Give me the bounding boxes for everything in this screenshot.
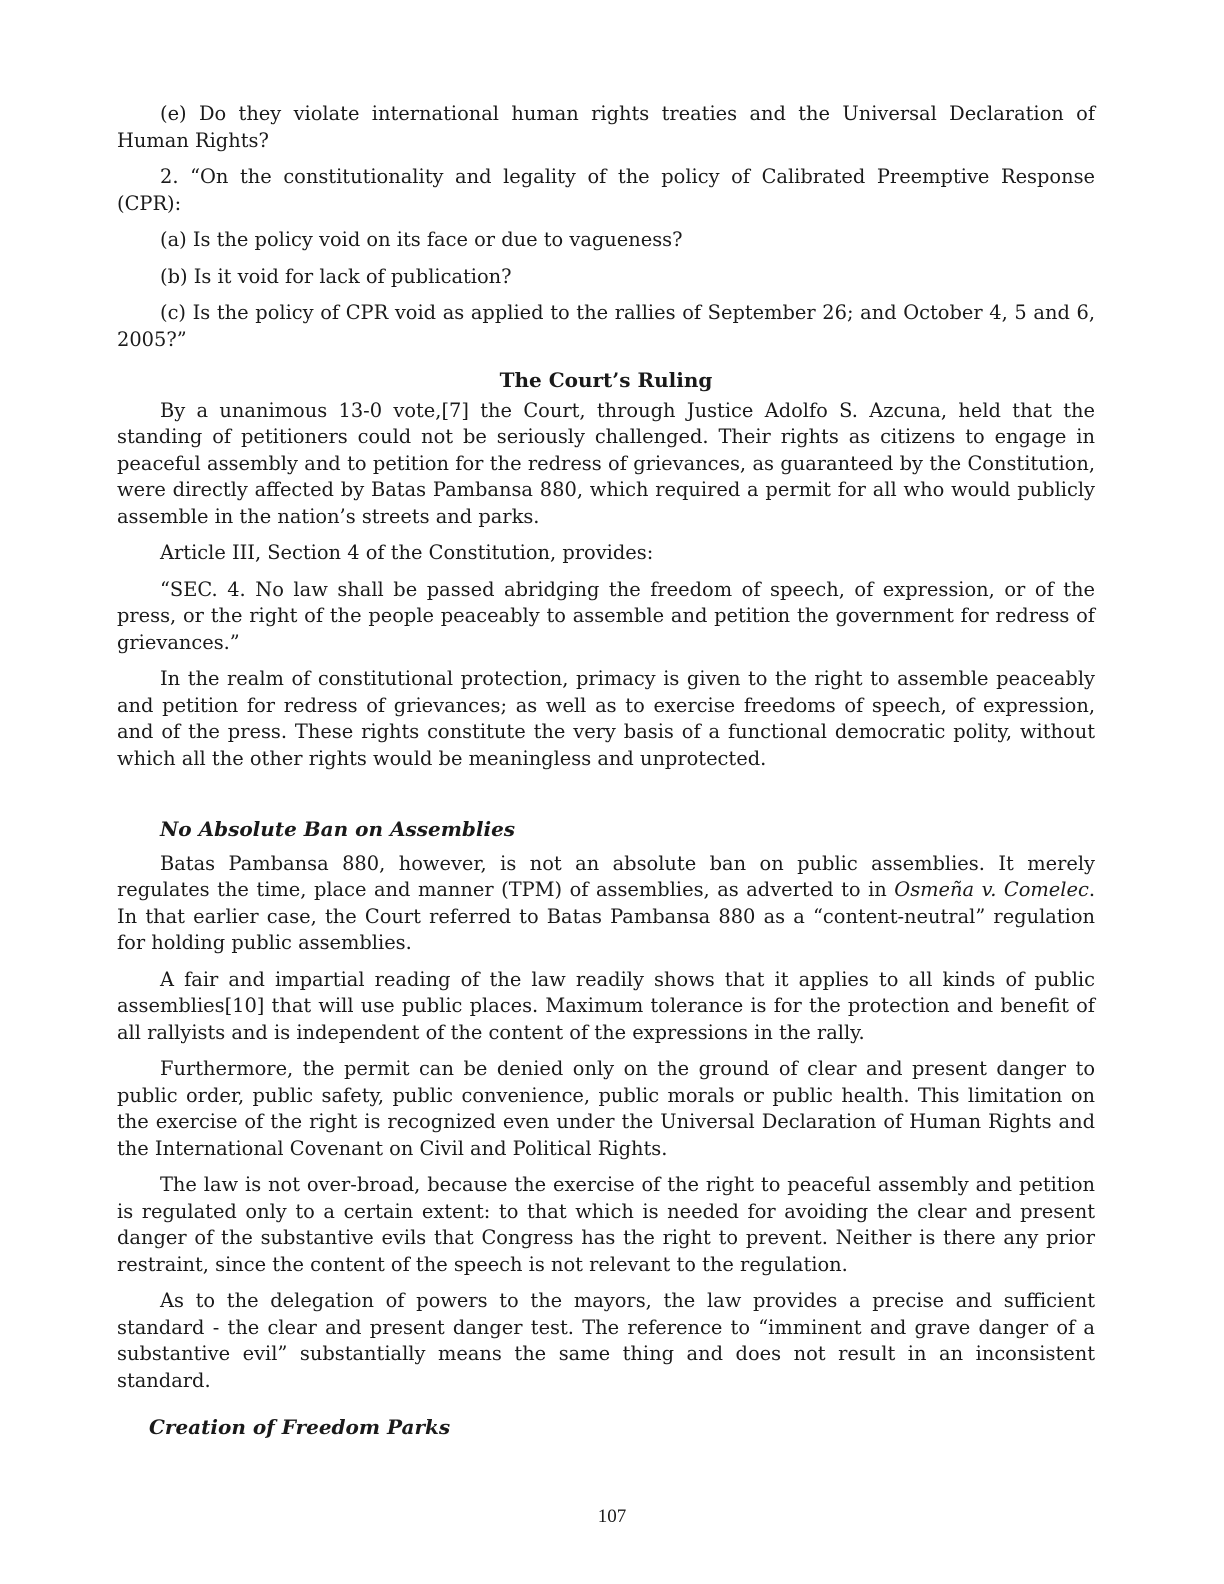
- ban-paragraph: [117, 851, 1095, 957]
- page-number: 107: [597, 1506, 627, 1527]
- question-2b: (b) Is it void for lack of publication?: [160, 264, 512, 288]
- constitution-quote: “SEC. 4. No law shall be passed abridging the freedom of speech, of expression, or of the press, or the right of the people peaceably to assemble and petition the government for redress of grievances.”: [117, 577, 1095, 654]
- case-citation: Osmeña v. Comelec: [894, 878, 1089, 901]
- ban-paragraph-text: Batas Pambansa 880, however, is not an absolute ban on public assemblies. It merely regulates the time, place and manner (TPM) of assemblies, as adverted to in: [117, 851, 1095, 901]
- ruling-paragraph: By a unanimous 13-0 vote,[7] the Court, through Justice Adolfo S. Azcuna, held that the standing of petitioners could not be seriously challenged. Their rights as citizens to engage in peaceful assembly and to petition for the redress of grievances, as guaranteed by the Constitution, were directly affected by Batas Pambansa 880, which required a permit for all who would publicly assemble in the nation’s streets and parks.: [117, 398, 1095, 528]
- section-heading-ruling: The Court’s Ruling: [499, 368, 713, 392]
- ban-paragraph: A fair and impartial reading of the law readily shows that it applies to all kinds of public assemblies[10] that will use public places. Maximum tolerance is for the protection and benefit of all rallyists and is independent of the content of the expressions in the rally.: [117, 967, 1095, 1044]
- ban-paragraph-text: . In that earlier case, the Court referred to Batas Pambansa 880 as a “content-neutral” regulation for holding public assemblies.: [117, 878, 1095, 954]
- section-heading-no-absolute-ban: No Absolute Ban on Assemblies: [160, 817, 516, 841]
- question-e: (e) Do they violate international human rights treaties and the Universal Declaration of Human Rights?: [117, 102, 1095, 152]
- ruling-paragraph: In the realm of constitutional protection, primacy is given to the right to assemble peaceably and petition for redress of grievances; as well as to exercise freedoms of speech, of expression, and of the press. These rights constitute the very basis of a functional democratic polity, without which all the other rights would be meaningless and unprotected.: [117, 667, 1095, 770]
- question-2a: (a) Is the policy void on its face or due to vagueness?: [160, 228, 683, 251]
- section-heading-freedom-parks: Creation of Freedom Parks: [149, 1415, 451, 1439]
- document-page: [117, 101, 1095, 1449]
- ruling-paragraph: Article III, Section 4 of the Constitution, provides:: [160, 541, 654, 564]
- ban-paragraph: Furthermore, the permit can be denied only on the ground of clear and present danger to public order, public safety, public convenience, public morals or public health. This limitation on the exercise of the right is recognized even under the Universal Declaration of Human Rights and the International Covenant on Civil and Political Rights.: [117, 1057, 1095, 1160]
- ban-paragraph: As to the delegation of powers to the mayors, the law provides a precise and sufficient standard - the clear and present danger test. The reference to “imminent and grave danger of a substantive evil” substantially means the same thing and does not result in an inconsistent standard.: [117, 1289, 1095, 1392]
- question-2c: (c) Is the policy of CPR void as applied to the rallies of September 26; and October 4, 5 and 6, 2005?”: [117, 301, 1095, 351]
- ban-paragraph: The law is not over-broad, because the exercise of the right to peaceful assembly and petition is regulated only to a certain extent: to that which is needed for avoiding the clear and present danger of the substantive evils that Congress has the right to prevent. Neither is there any prior restraint, since the content of the speech is not relevant to the regulation.: [117, 1173, 1095, 1276]
- question-2: 2. “On the constitutionality and legality of the policy of Calibrated Preemptive Response (CPR):: [117, 165, 1095, 215]
